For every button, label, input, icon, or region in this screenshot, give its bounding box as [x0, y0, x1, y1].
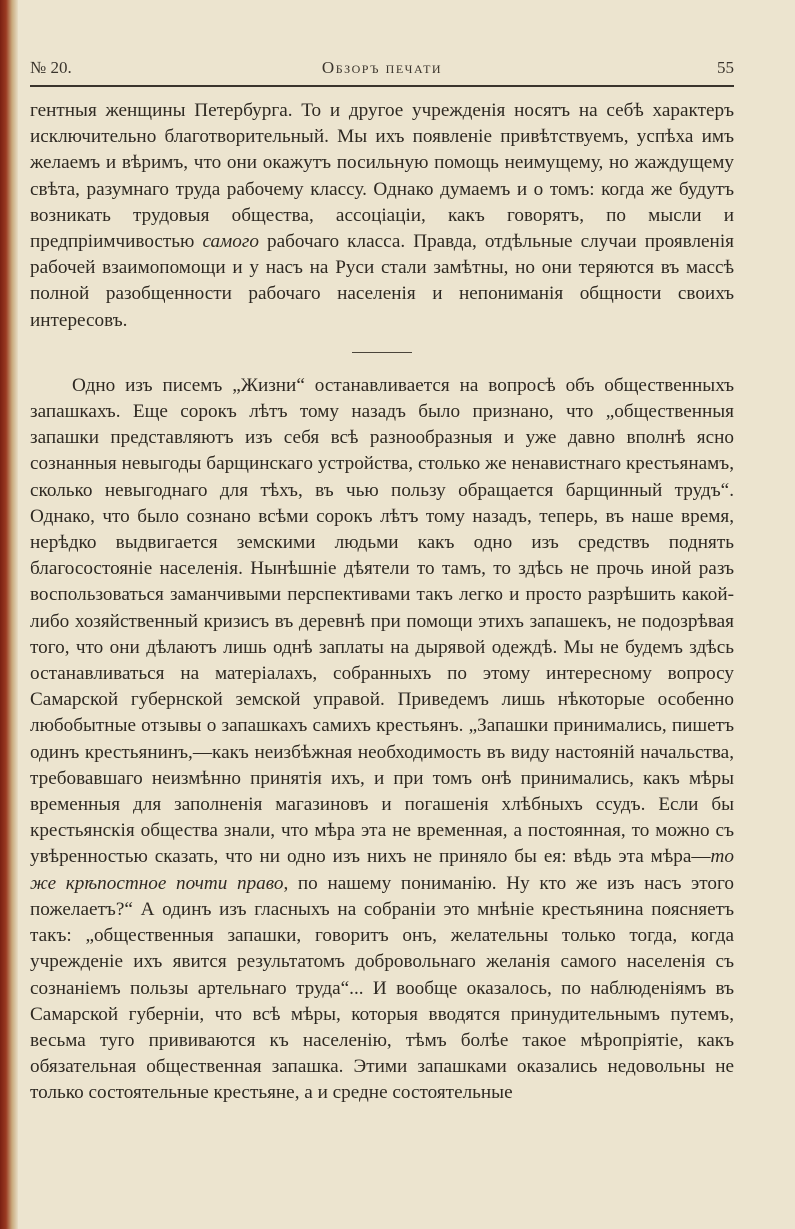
paragraph-2-emphasis: то же крѣпостное почти право: [30, 846, 734, 894]
header-rule: [30, 85, 734, 87]
paragraph-1-text-b: рабочаго класса. Правда, отдѣльные случаи проявленія рабочей взаимопомощи и у насъ на Руси стали замѣтны, но они теряются въ массѣ полной разобщенности рабочаго населенія и непониманія общности своихъ интересовъ.: [30, 231, 734, 331]
section-title: Обзоръ печати: [321, 58, 443, 77]
running-header: [30, 58, 734, 84]
issue-number: № 20.: [30, 58, 72, 77]
paragraph-1-emphasis: самого: [202, 231, 259, 253]
paragraph-2-text-b: , по нашему пониманію. Ну кто же изъ насъ этого пожелаетъ?“ А одинъ изъ гласныхъ на собраніи это мнѣніе крестьянина поясняетъ такъ: „общественныя запашки, говоритъ онъ, желательны только тогда, когда учрежденіе ихъ явится результатомъ добровольнаго желанія самого населенія съ сознаніемъ пользы артельнаго труда“... И вообще оказалось, по наблюденіямъ въ Самарской губерніи, что всѣ мѣры, которыя вводятся принудительнымъ путемъ, весьма туго прививаются къ населенію, тѣмъ болѣе такое мѣропріятіе, какъ обязательная общественная запашка. Этими запашками оказались недовольны не только состоятельные крестьяне, а и средне состоятельные: [30, 872, 734, 1104]
paragraph-1: [30, 98, 734, 334]
section-divider: [352, 352, 412, 353]
article-body: [30, 98, 734, 1107]
paragraph-2-text-a: Одно изъ писемъ „Жизни“ останавливается на вопросѣ объ общественныхъ запашкахъ. Еще сорокъ лѣтъ тому назадъ было признано, что „общественныя запашки представляютъ изъ себя всѣ разнообразныя и уже давно вполнѣ ясно сознанныя невыгоды барщинскагo устройства, столько же ненавистнаго крестьянамъ, сколько невыгоднаго для тѣхъ, въ чью пользу обращается барщинный трудъ“. Однако, что было сознано всѣми сорокъ лѣтъ тому назадъ, теперь, въ наше время, нерѣдко выдвигается земскими людьми какъ одно изъ средствъ поднять благосостояніе населенія. Нынѣшніе дѣятели то тамъ, то здѣсь не прочь иной разъ воспользоваться заманчивыми перспективами такъ легко и просто разрѣшить какой-либо хозяйственный кризисъ въ деревнѣ при помощи этихъ запашекъ, не подозрѣвая того, что они дѣлаютъ лишь однѣ заплаты на дырявой одеждѣ. Мы не будемъ здѣсь останавливаться на матеріалахъ, собранныхъ по этому интересному вопросу Самарской губернской земской управой. Приведемъ лишь нѣкоторые особенно любобытные отзывы о запашкахъ самихъ крестьянъ. „Запашки принимались, пишетъ одинъ крестьянинъ,—какъ неизбѣжная необходимость въ виду настояній начальства, требовавшаго неизмѣнно принятія ихъ, и при томъ онѣ принимались, какъ мѣры временныя для заполненія магазиновъ и погашенія хлѣбныхъ ссудъ. Если бы крестьянскія общества знали, что мѣра эта не временная, а постоянная, то можно съ увѣренностью сказать, что ни одно изъ нихъ не приняло бы ея: вѣдь эта мѣра—: [30, 374, 734, 868]
page-number: 55: [717, 58, 734, 77]
paragraph-1-text-a: гентныя женщины Петербурга. То и другое учрежденія носятъ на себѣ характеръ исключительно благотворительный. Мы ихъ появленіе привѣтствуемъ, успѣха имъ желаемъ и вѣримъ, что они окажутъ посильную помощь неимущему, но жаждущему свѣта, разумнаго труда рабочему классу. Однако думаемъ и о томъ: когда же будутъ возникать трудовыя общества, ассоціаціи, какъ говорятъ, по мысли и предпріимчивостью: [30, 100, 734, 253]
page-binding-edge: [0, 0, 18, 1229]
paragraph-2: [30, 373, 734, 1107]
